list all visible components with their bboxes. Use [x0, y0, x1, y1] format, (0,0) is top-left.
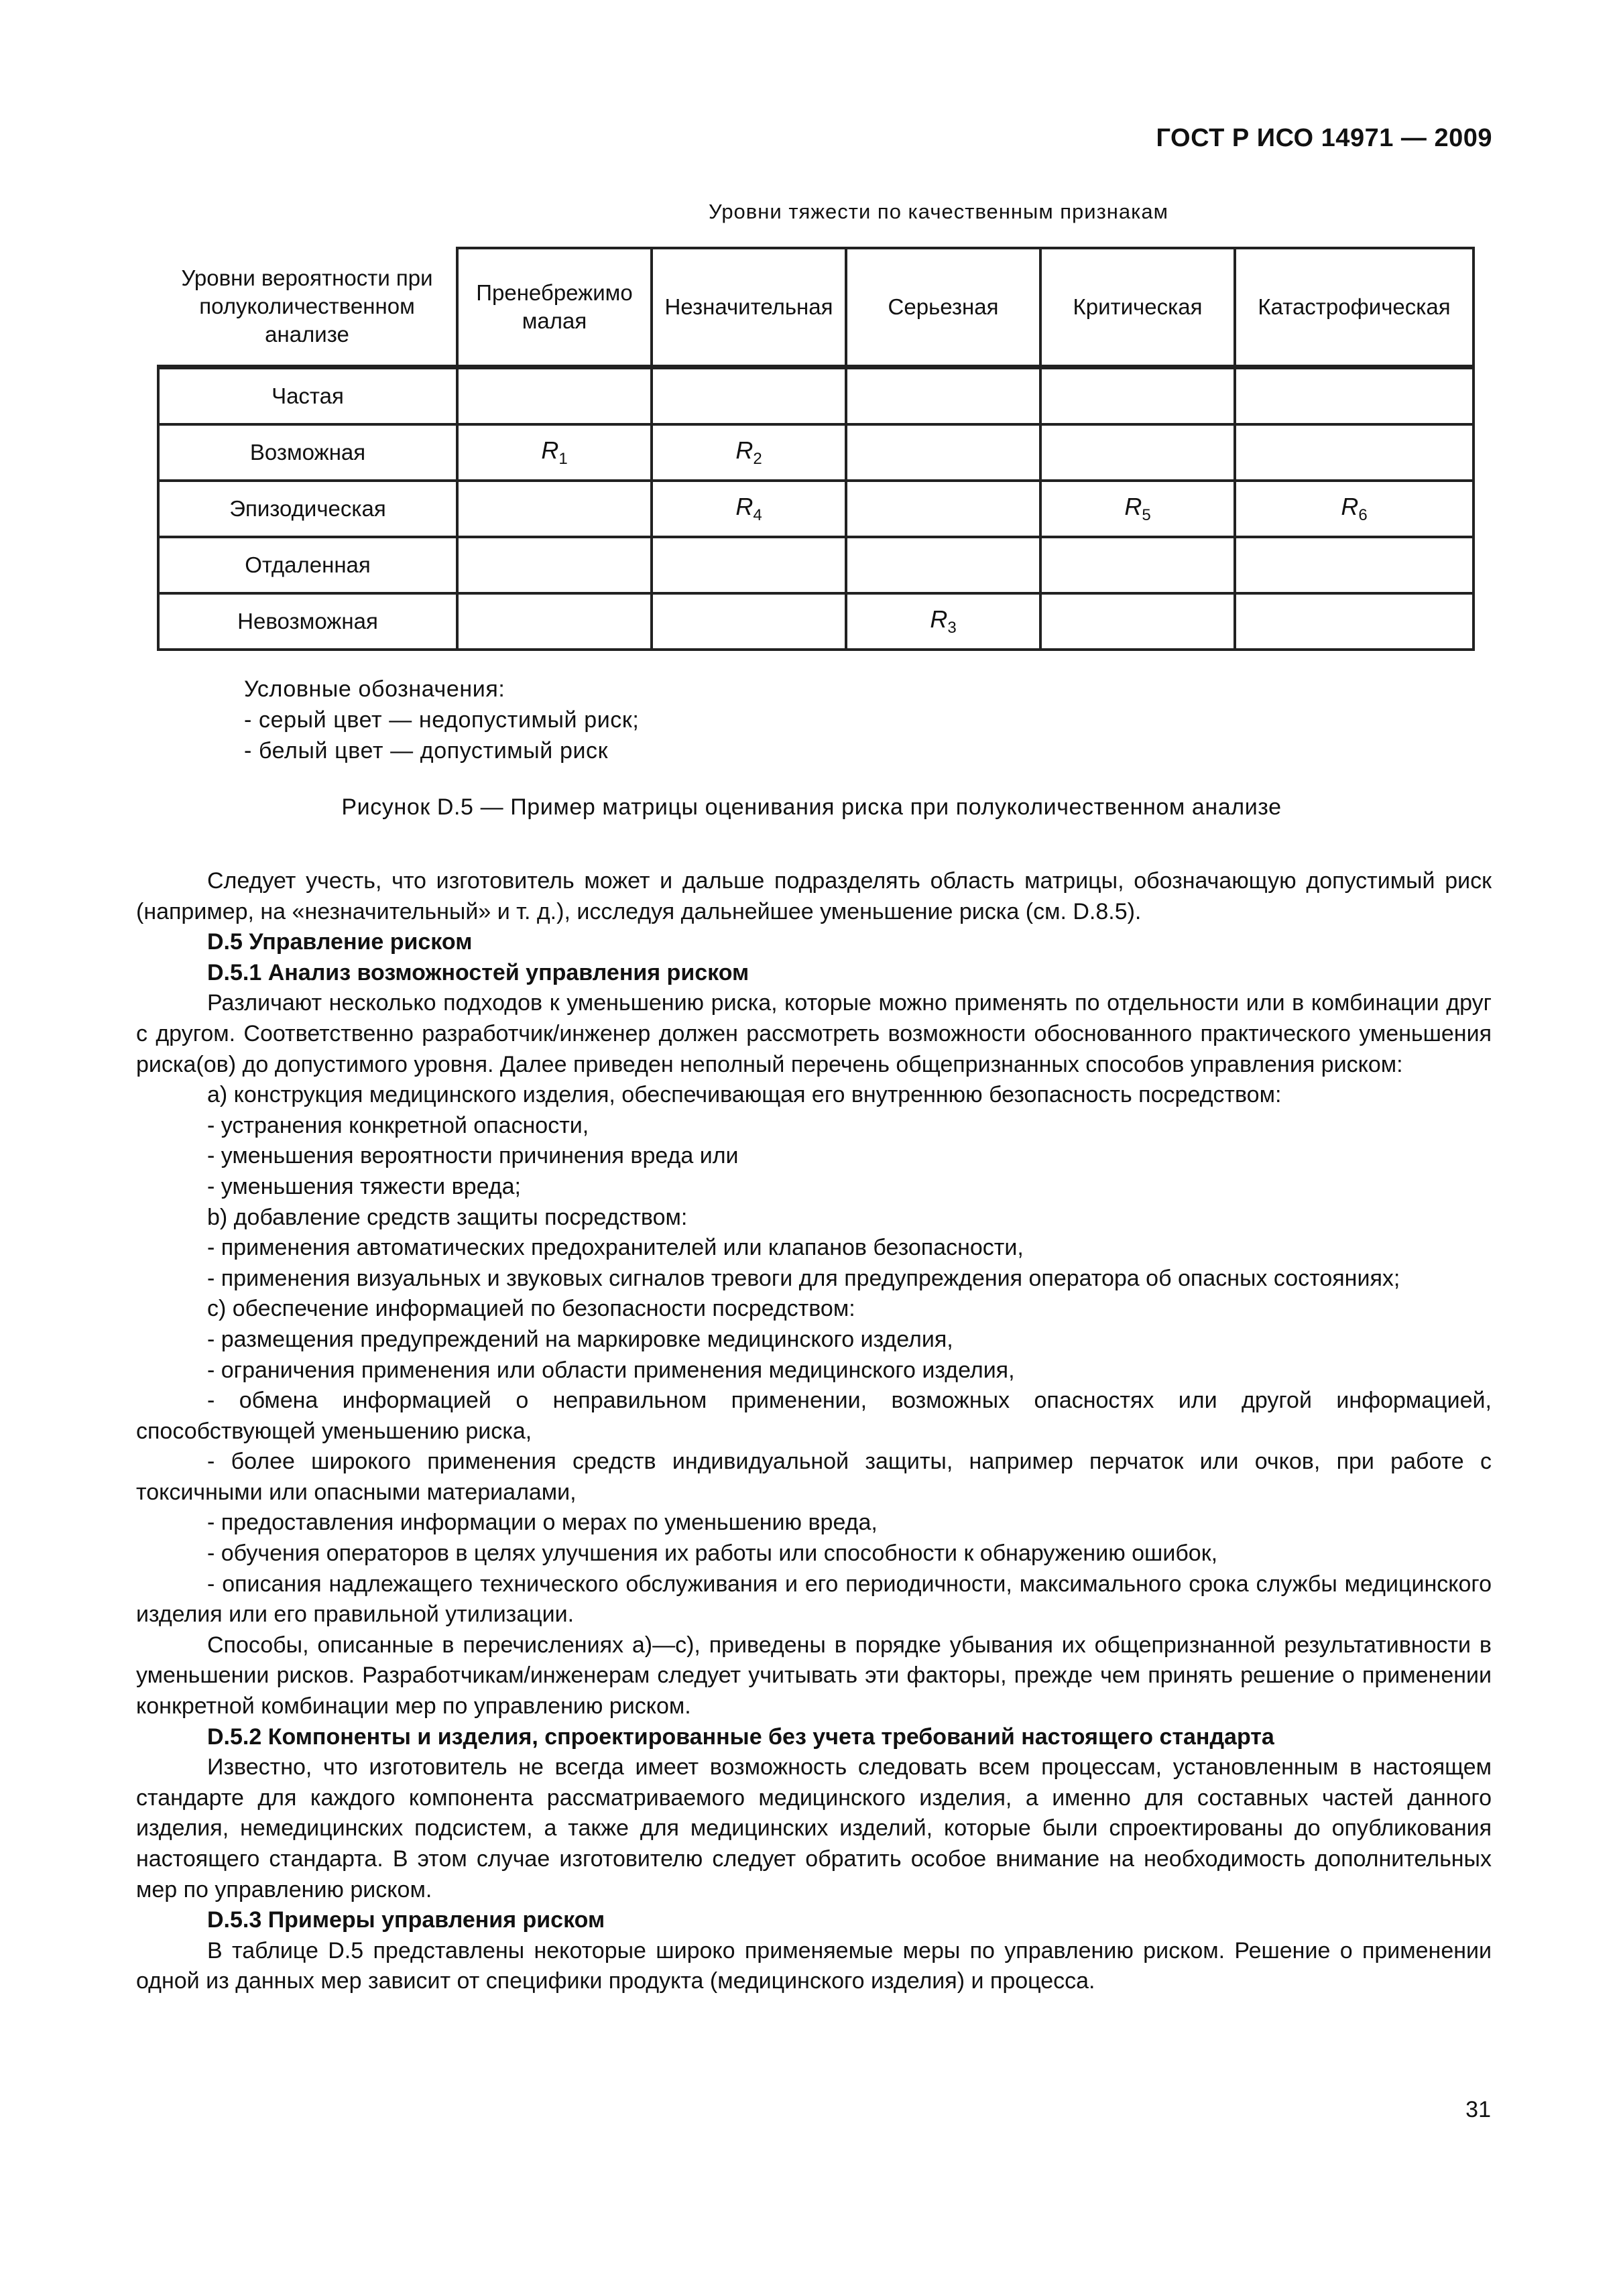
matrix-cell	[457, 481, 652, 537]
paragraph: - предоставления информации о мерах по уменьшению вреда,	[207, 1510, 878, 1536]
probability-label: Эпизодическая	[158, 481, 457, 537]
paragraph: a) конструкция медицинского изделия, обеспечивающая его внутреннюю безопасность посредством:	[207, 1082, 1282, 1108]
matrix-row	[158, 367, 1474, 425]
matrix-cell: $R_6$	[1235, 481, 1474, 537]
probability-label: Возможная	[158, 424, 457, 481]
probability-label: Отдаленная	[158, 537, 457, 593]
body-text	[136, 866, 1492, 1997]
matrix-cell	[457, 537, 652, 593]
matrix-cell	[1040, 537, 1235, 593]
matrix-row	[158, 424, 1474, 481]
paragraph: Следует учесть, что изготовитель может и дальше подразделять область матрицы, обозначающую допустимый риск (например, на «незначительный» и т. д.), исследуя дальнейшее уменьшение риска (см. D.8.5).	[136, 868, 1492, 924]
section-heading: D.5.1 Анализ возможностей управления риском	[207, 959, 749, 985]
paragraph: В таблице D.5 представлены некоторые широко применяемые меры по управлению риском. Решение о применении одной из данных мер зависит от специфики продукта (медицинского изделия) и процесса.	[136, 1937, 1492, 1994]
severity-header: Катастрофическая	[1235, 248, 1474, 367]
matrix-cell	[1235, 593, 1474, 650]
paragraph: - уменьшения тяжести вреда;	[207, 1173, 521, 1199]
paragraph: - описания надлежащего технического обслуживания и его периодичности, максимального срока службы медицинского изделия или его правильной утилизации.	[136, 1571, 1492, 1628]
paragraph: Различают несколько подходов к уменьшению риска, которые можно применять по отдельности или в комбинации друг с другом. Соответственно разработчик/инженер должен рассмотреть возможности обоснованного практического уменьшения риска(ов) до допустимого уровня. Далее приведен неполный перечень общепризнанных способов управления риском:	[136, 990, 1492, 1077]
paragraph: - применения автоматических предохранителей или клапанов безопасности,	[207, 1235, 1024, 1261]
probability-label: Частая	[158, 367, 457, 425]
document-header: ГОСТ Р ИСО 14971 — 2009	[1156, 124, 1492, 152]
paragraph: c) обеспечение информацией по безопасности посредством:	[207, 1296, 855, 1322]
matrix-cell: $R_1$	[457, 424, 652, 481]
paragraph: - уменьшения вероятности причинения вреда или	[207, 1143, 739, 1169]
severity-caption: Уровни тяжести по качественным признакам	[709, 200, 1168, 223]
matrix-cell	[457, 367, 652, 425]
paragraph: - устранения конкретной опасности,	[207, 1112, 589, 1138]
matrix-cell	[1235, 424, 1474, 481]
paragraph: b) добавление средств защиты посредством:	[207, 1204, 688, 1230]
probability-label: Невозможная	[158, 593, 457, 650]
paragraph: Способы, описанные в перечислениях а)—с), приведены в порядке убывания их общепризнанной результативности в уменьшении рисков. Разработчикам/инженерам следует учитывать эти факторы, прежде чем принять решение о применении конкретной комбинации мер по управлению риском.	[136, 1632, 1492, 1719]
matrix-cell	[846, 537, 1040, 593]
paragraph: - ограничения применения или области применения медицинского изделия,	[207, 1357, 1015, 1383]
matrix-cell: $R_5$	[1040, 481, 1235, 537]
legend	[244, 674, 639, 766]
section-heading: D.5.3 Примеры управления риском	[207, 1907, 605, 1933]
matrix-cell: $R_4$	[652, 481, 846, 537]
paragraph: - размещения предупреждений на маркировке медицинского изделия,	[207, 1326, 953, 1352]
legend-title: Условные обозначения:	[244, 676, 505, 702]
matrix-cell	[457, 593, 652, 650]
matrix-cell	[652, 367, 846, 425]
section-heading: D.5 Управление риском	[207, 929, 473, 955]
matrix-corner-label: Уровни вероятности при полуколичественном анализе	[181, 265, 433, 347]
matrix-cell: $R_3$	[846, 593, 1040, 650]
paragraph: - обучения операторов в целях улучшения их работы или способности к обнаружению ошибок,	[207, 1540, 1218, 1567]
matrix-cell	[1235, 537, 1474, 593]
matrix-cell	[652, 537, 846, 593]
legend-item: - белый цвет — допустимый риск	[244, 738, 609, 764]
page-number: 31	[1465, 2097, 1491, 2122]
severity-header: Серьезная	[846, 248, 1040, 367]
matrix-cell	[846, 367, 1040, 425]
matrix-cell	[1040, 424, 1235, 481]
matrix-cell	[1040, 367, 1235, 425]
severity-header: Критическая	[1040, 248, 1235, 367]
severity-header: Пренебрежимо малая	[457, 248, 652, 367]
matrix-cell	[846, 424, 1040, 481]
matrix-cell: $R_2$	[652, 424, 846, 481]
paragraph: Известно, что изготовитель не всегда имеет возможность следовать всем процессам, установленным в настоящем стандарте для каждого компонента рассматриваемого медицинского изделия, а именно для составных частей данного изделия, немедицинских подсистем, а также для медицинских изделий, которые были спроектированы до опубликования настоящего стандарта. В этом случае изготовителю следует обратить особое внимание на необходимость дополнительных мер по управлению риском.	[136, 1754, 1492, 1902]
legend-item: - серый цвет — недопустимый риск;	[244, 707, 640, 733]
paragraph: - обмена информацией о неправильном применении, возможных опасностях или другой информацией, способствующей уменьшению риска,	[136, 1388, 1492, 1444]
matrix-cell	[652, 593, 846, 650]
severity-header: Незначительная	[652, 248, 846, 367]
matrix-cell	[846, 481, 1040, 537]
paragraph: - применения визуальных и звуковых сигналов тревоги для предупреждения оператора об опасных состояниях;	[207, 1265, 1400, 1291]
matrix-cell	[1040, 593, 1235, 650]
matrix-cell	[1235, 367, 1474, 425]
matrix-row	[158, 481, 1474, 537]
risk-matrix-table	[157, 247, 1475, 651]
matrix-row	[158, 593, 1474, 650]
paragraph: - более широкого применения средств индивидуальной защиты, например перчаток или очков, при работе с токсичными или опасными материалами,	[136, 1449, 1492, 1505]
figure-caption: Рисунок D.5 — Пример матрицы оценивания риска при полуколичественном анализе	[341, 794, 1282, 820]
section-heading: D.5.2 Компоненты и изделия, спроектированные без учета требований настоящего стандарта	[207, 1724, 1274, 1750]
matrix-row	[158, 537, 1474, 593]
